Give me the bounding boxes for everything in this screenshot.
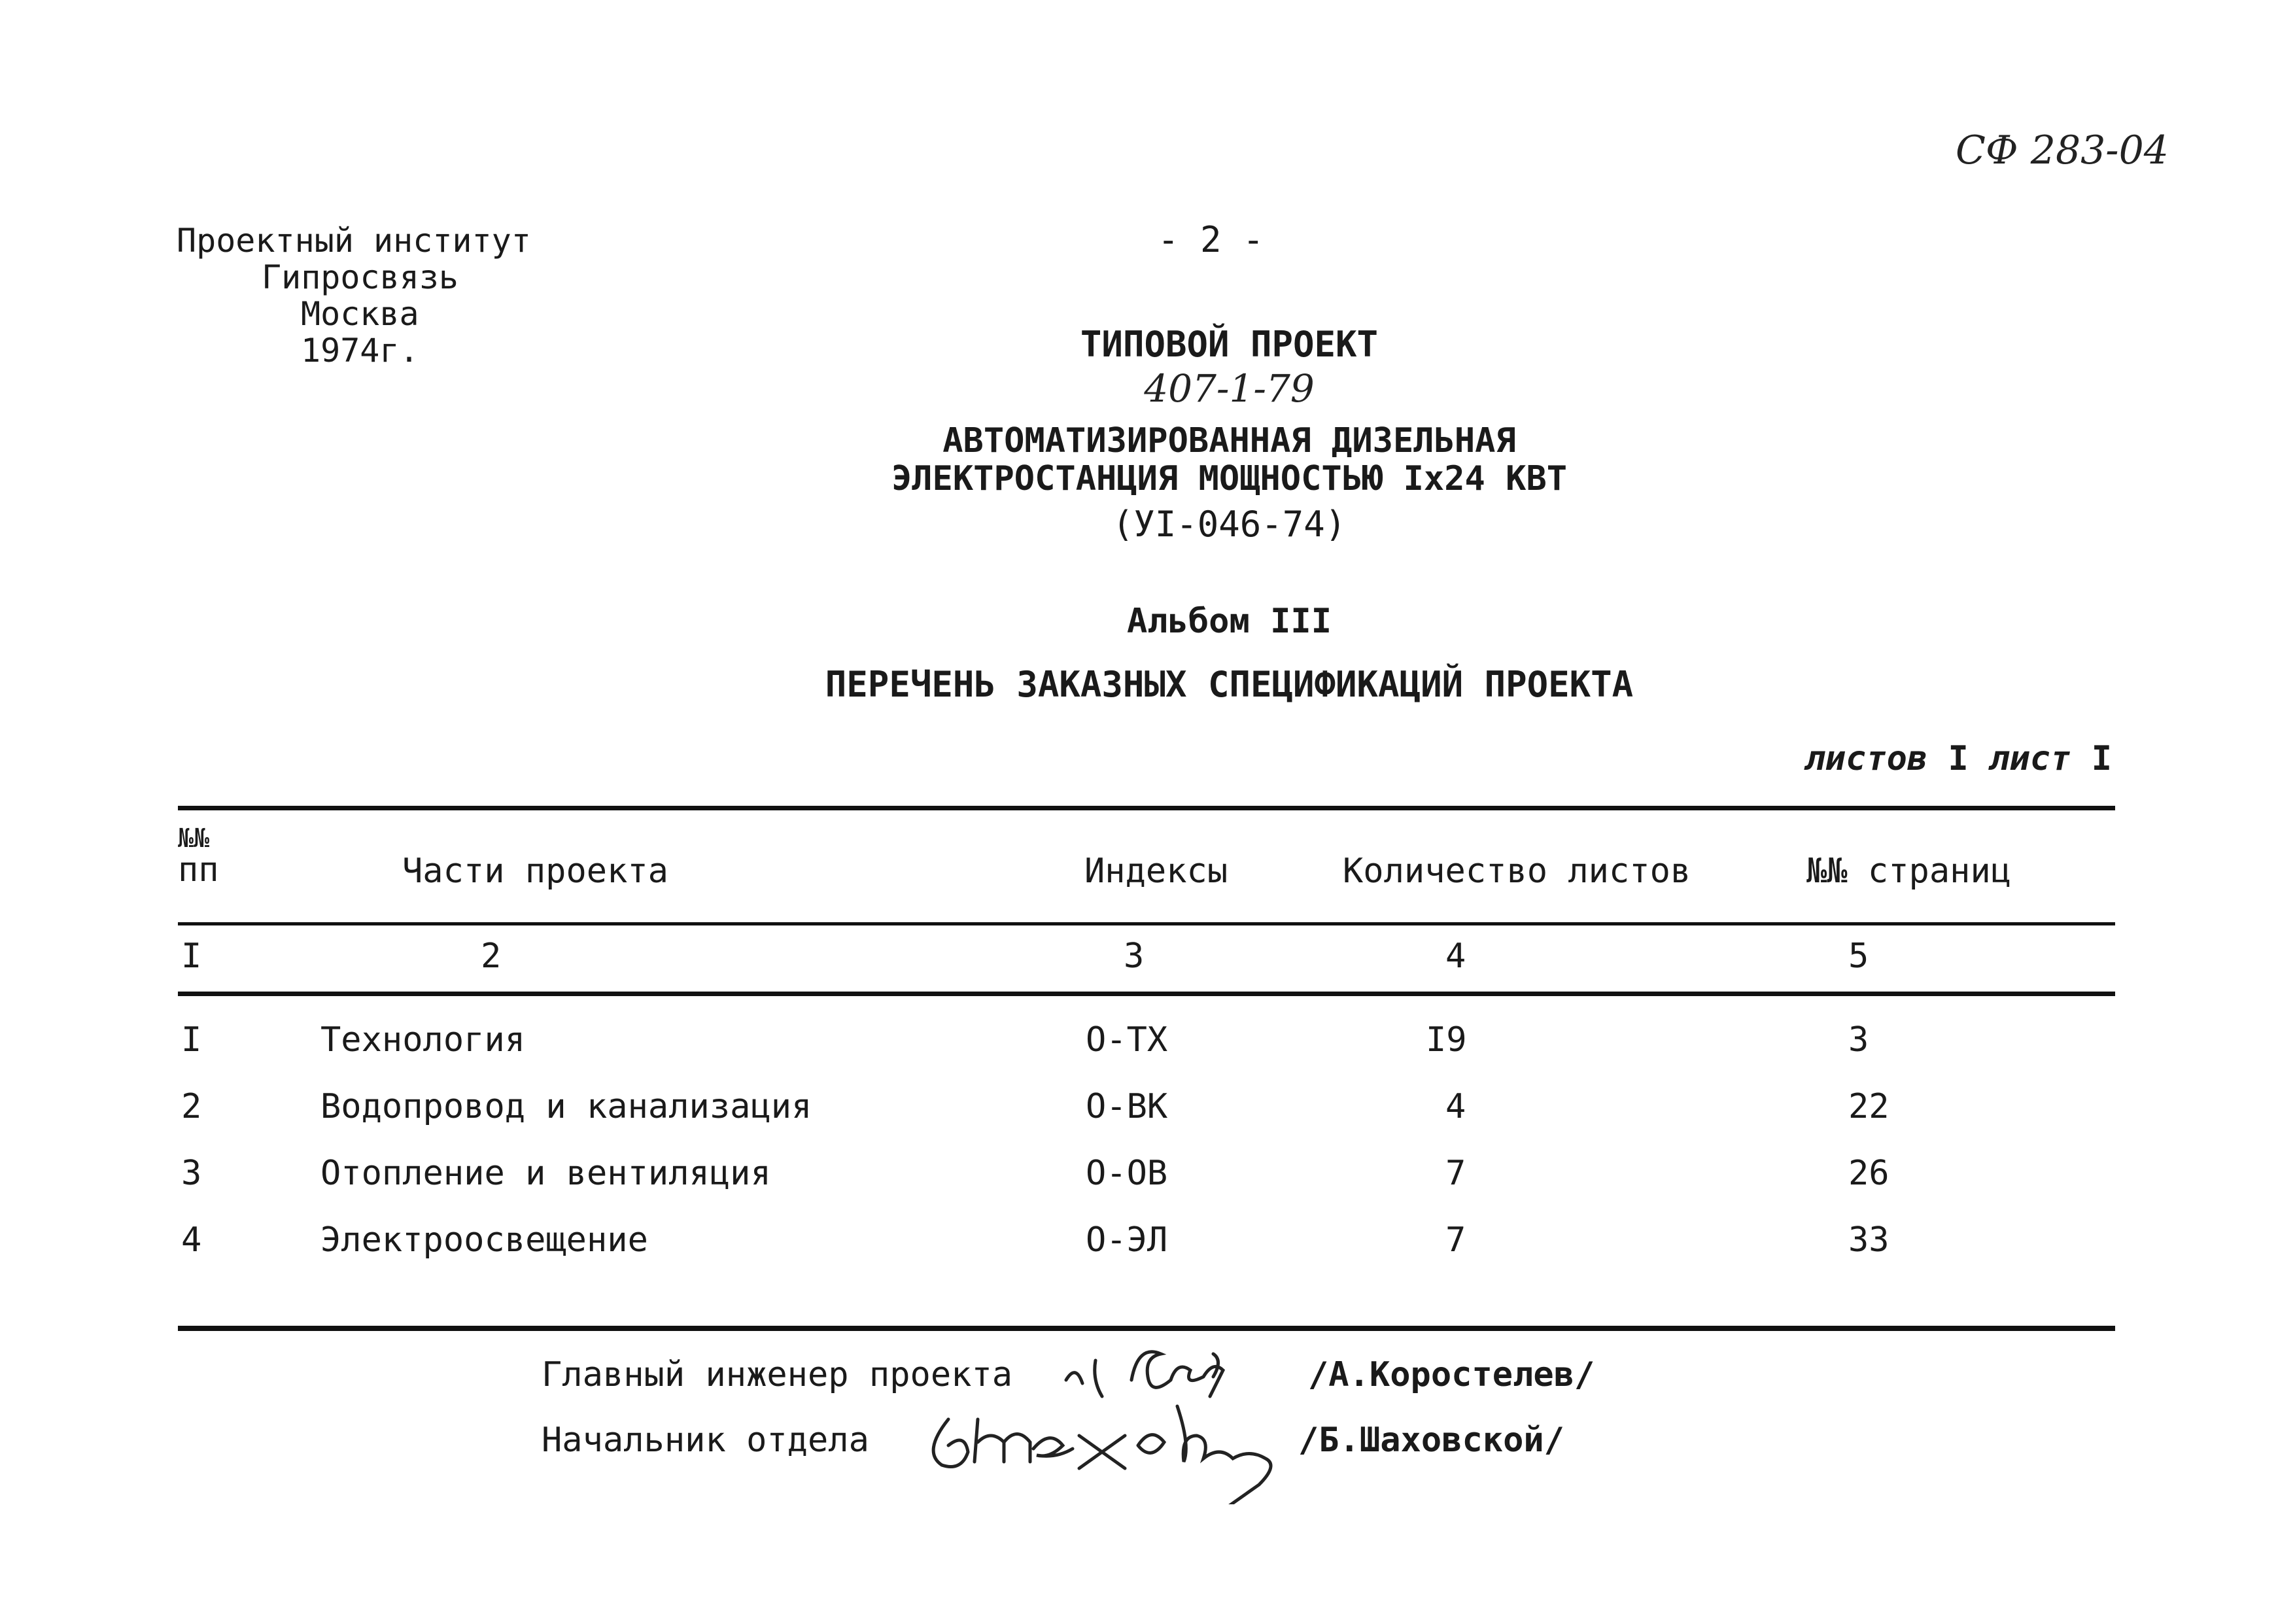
col-number-2: 2 [481,937,502,976]
header-part: Части проекта [402,852,668,891]
row-index: О-ТХ [1086,1020,1168,1060]
institute-org: Гипросвязь [262,258,459,296]
header-num: №№ пп [178,823,219,890]
table-top-rule [178,806,2115,810]
row-num: 3 [181,1154,202,1193]
row-part: Водопровод и канализация [320,1087,812,1126]
table-bottom-rule [178,1326,2115,1331]
row-part: Технология [320,1020,526,1060]
row-count: 7 [1445,1220,1466,1260]
row-page: 33 [1848,1220,1889,1260]
project-number: 407-1-79 [1144,366,1315,411]
institute-name: Проектный институт [177,222,531,260]
row-part: Электроосвещение [320,1220,648,1260]
project-code: (УI-046-74) [1112,504,1347,545]
row-count: I9 [1426,1020,1467,1060]
album-label: Альбом III [1126,602,1332,641]
institute-year: 1974г. [301,332,419,370]
department-head-signature [922,1380,1288,1504]
row-page: 26 [1848,1154,1889,1193]
chief-engineer-label: Главный инженер проекта [542,1355,1013,1394]
department-head-name: /Б.Шаховской/ [1298,1421,1564,1460]
row-count: 4 [1445,1087,1466,1126]
header-index: Индексы [1084,852,1228,891]
row-num: I [181,1020,202,1060]
list-title: ПЕРЕЧЕНЬ ЗАКАЗНЫХ СПЕЦИФИКАЦИЙ ПРОЕКТА [825,664,1634,705]
row-count: 7 [1445,1154,1466,1193]
project-name [0,422,2295,498]
page-number: - 2 - [1158,219,1264,260]
row-index: О-ВК [1086,1087,1168,1126]
chief-engineer-name: /А.Коростелев/ [1308,1355,1595,1394]
row-index: О-ОВ [1086,1154,1168,1193]
row-page: 22 [1848,1087,1889,1126]
row-index: О-ЭЛ [1086,1220,1168,1260]
column-number-rule [178,992,2115,996]
project-type: ТИПОВОЙ ПРОЕКТ [1080,324,1379,365]
project-name-line1: АВТОМАТИЗИРОВАННАЯ ДИЗЕЛЬНАЯ [942,421,1516,460]
header-pages: №№ страниц [1806,852,2012,891]
row-num: 2 [181,1087,202,1126]
header-count: Количество листов [1343,852,1691,891]
department-head-label: Начальник отдела [542,1421,869,1460]
col-number-4: 4 [1445,937,1466,976]
institute-city: Москва [301,295,419,333]
header-rule [178,922,2115,925]
row-page: 3 [1848,1020,1869,1060]
row-num: 4 [181,1220,202,1260]
col-number-1: I [181,937,202,976]
reference-code: СФ 283-04 [1956,128,2169,173]
project-name-line2: ЭЛЕКТРОСТАНЦИЯ МОЩНОСТЬЮ Iх24 КВТ [891,459,1568,498]
col-number-3: 3 [1124,937,1145,976]
row-part: Отопление и вентиляция [320,1154,771,1193]
col-number-5: 5 [1848,937,1869,976]
sheets-info: листов I лист I [1804,739,2112,778]
